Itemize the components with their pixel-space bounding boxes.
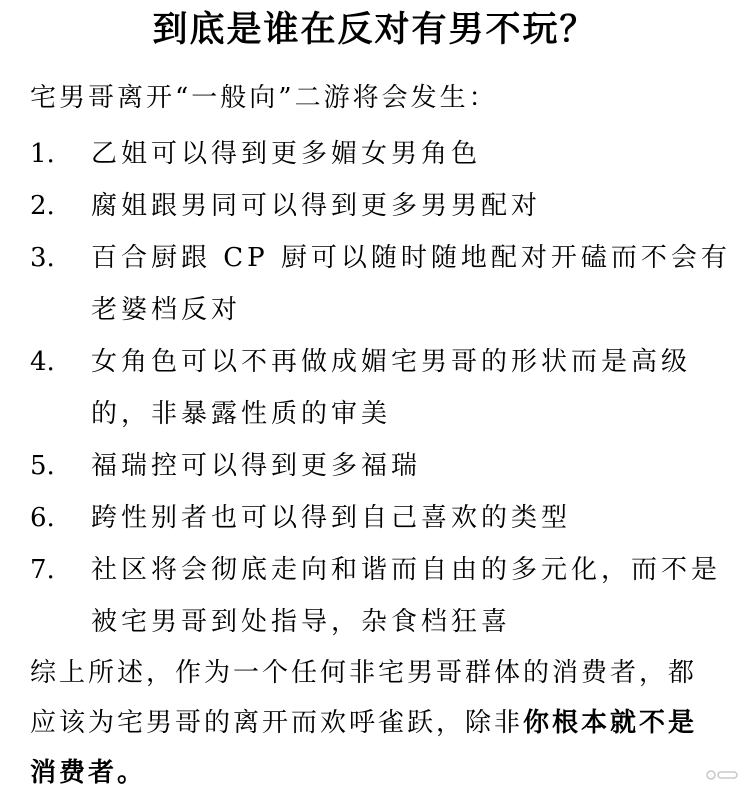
list-text-continuation: 被宅男哥到处指导，杂食档狂喜 [91,607,512,637]
watermark-logo-icon [705,768,739,782]
list-number: 1. [30,139,55,169]
list-item [30,232,730,336]
page-title: 到底是谁在反对有男不玩？ [152,10,597,50]
summary-line-1: 综上所述，作为一个任何非宅男哥群体的消费者，都 [30,658,698,688]
list-text-continuation: 的，非暴露性质的审美 [91,399,392,429]
list-text: 百合厨跟 CP 厨可以随时随地配对开磕而不会有 [91,243,731,273]
summary-emphasis-end: 消费者 [30,758,118,788]
list-text: 社区将会彻底走向和谐而自由的多元化，而不是 [91,555,722,585]
summary-line-3 [30,748,726,798]
list-item [30,544,730,648]
list-item [30,180,730,232]
list-text: 乙姐可以得到更多媚女男角色 [91,139,482,169]
list-item [30,336,730,440]
list-text: 福瑞控可以得到更多福瑞 [91,451,422,481]
numbered-list [30,128,730,648]
list-text: 女角色可以不再做成媚宅男哥的形状而是高级 [91,347,692,377]
intro-paragraph: 宅男哥离开“一般向”二游将会发生： [30,83,498,113]
list-text: 跨性别者也可以得到自己喜欢的类型 [91,503,572,533]
summary-emphasis: 你根本就不是 [523,708,698,738]
list-number: 7. [30,555,55,585]
list-number: 4. [30,347,55,377]
list-number: 3. [30,243,55,273]
list-item [30,128,730,180]
summary-period: 。 [117,758,147,788]
summary-line-2 [30,698,726,748]
list-number: 5. [30,451,55,481]
summary-text: 应该为宅男哥的离开而欢呼雀跃，除非 [30,708,524,738]
list-text-continuation: 老婆档反对 [91,295,242,325]
list-item [30,492,730,544]
summary-paragraph [30,648,726,798]
list-number: 6. [30,503,55,533]
list-number: 2. [30,191,55,221]
list-text: 腐姐跟男同可以得到更多男男配对 [91,191,542,221]
list-item [30,440,730,492]
